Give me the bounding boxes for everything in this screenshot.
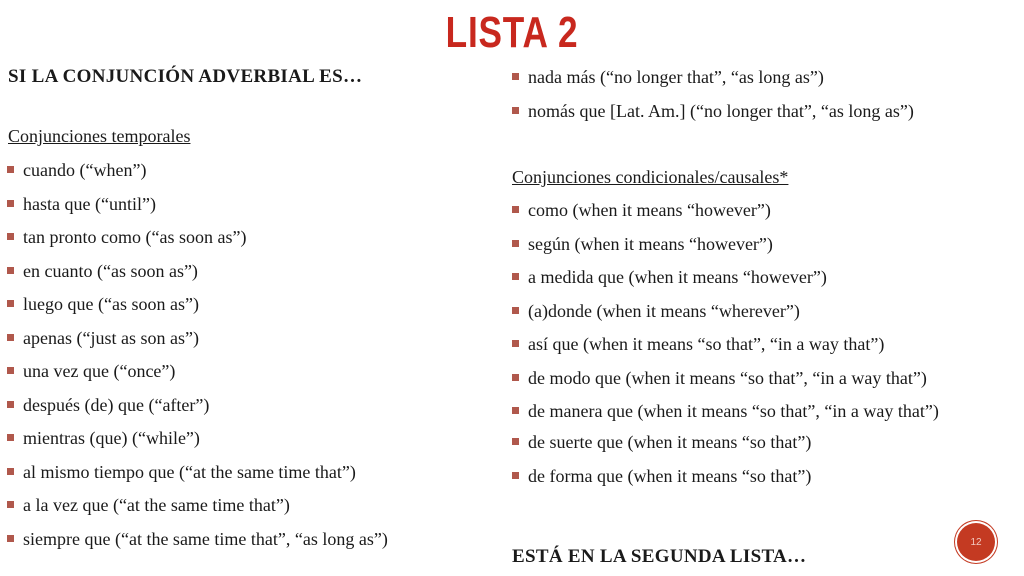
square-bullet-icon <box>7 334 14 341</box>
list-item <box>511 401 1016 421</box>
square-bullet-icon <box>7 233 14 240</box>
list-item-text: hasta que (“until”) <box>23 193 156 214</box>
square-bullet-icon <box>7 267 14 274</box>
square-bullet-icon <box>7 367 14 374</box>
list-item <box>6 529 486 549</box>
list-item <box>511 301 1016 321</box>
square-bullet-icon <box>512 472 519 479</box>
square-bullet-icon <box>7 166 14 173</box>
square-bullet-icon <box>7 200 14 207</box>
right-subheading: Conjunciones condicionales/causales* <box>512 167 789 187</box>
list-item <box>511 334 1016 354</box>
list-item <box>6 261 486 281</box>
list-item <box>6 194 486 214</box>
list-item-text: al mismo tiempo que (“at the same time that”) <box>23 461 356 482</box>
list-item <box>6 294 486 314</box>
list-item-text: de forma que (when it means “so that”) <box>528 465 812 486</box>
square-bullet-icon <box>512 107 519 114</box>
list-item <box>6 227 486 247</box>
list-item-text: después (de) que (“after”) <box>23 394 210 415</box>
list-item-text: en cuanto (“as soon as”) <box>23 260 198 281</box>
list-item-text: siempre que (“at the same time that”, “as long as”) <box>23 528 388 549</box>
square-bullet-icon <box>7 401 14 408</box>
list-item-text: como (when it means “however”) <box>528 200 771 220</box>
list-item <box>6 395 486 415</box>
square-bullet-icon <box>7 434 14 441</box>
square-bullet-icon <box>512 73 519 80</box>
list-item-text: de modo que (when it means “so that”, “in a way that”) <box>528 367 927 388</box>
square-bullet-icon <box>7 468 14 475</box>
square-bullet-icon <box>512 206 519 213</box>
temporal-conjunctions-list <box>6 160 486 562</box>
list-item-text: nomás que [Lat. Am.] (“no longer that”, “as long as”) <box>528 101 914 121</box>
list-item-text: de suerte que (when it means “so that”) <box>528 432 812 452</box>
list-item-text: cuando (“when”) <box>23 160 147 180</box>
section-heading: SI LA CONJUNCIÓN ADVERBIAL ES… <box>8 66 363 87</box>
list-item-text: según (when it means “however”) <box>528 233 773 254</box>
list-item-text: luego que (“as soon as”) <box>23 294 199 314</box>
square-bullet-icon <box>512 273 519 280</box>
square-bullet-icon <box>7 300 14 307</box>
square-bullet-icon <box>512 240 519 247</box>
list-item <box>511 200 1016 220</box>
list-item <box>511 267 1016 287</box>
list-item-text: apenas (“just as son as”) <box>23 327 199 348</box>
list-item <box>6 160 486 180</box>
list-item <box>6 495 486 515</box>
conditional-conjunctions-list <box>511 200 1016 499</box>
list-item <box>6 361 486 381</box>
list-item <box>6 428 486 448</box>
list-item-text: una vez que (“once”) <box>23 361 176 381</box>
list-item <box>511 466 1016 486</box>
continued-list <box>511 67 1016 135</box>
left-subheading: Conjunciones temporales <box>8 126 191 146</box>
list-item <box>511 432 1016 452</box>
list-item-text: a la vez que (“at the same time that”) <box>23 495 290 515</box>
square-bullet-icon <box>512 407 519 414</box>
square-bullet-icon <box>512 374 519 381</box>
list-item <box>6 328 486 348</box>
list-item-text: mientras (que) (“while”) <box>23 428 200 448</box>
square-bullet-icon <box>7 501 14 508</box>
list-item <box>511 101 1016 121</box>
footer-text: ESTÁ EN LA SEGUNDA LISTA… <box>512 546 807 567</box>
square-bullet-icon <box>7 535 14 542</box>
list-item-text: de manera que (when it means “so that”, “in a way that”) <box>528 401 939 421</box>
list-item <box>511 234 1016 254</box>
list-item-text: así que (when it means “so that”, “in a way that”) <box>528 334 885 354</box>
list-item <box>511 368 1016 388</box>
list-item-text: (a)donde (when it means “wherever”) <box>528 300 800 321</box>
list-item <box>6 462 486 482</box>
square-bullet-icon <box>512 438 519 445</box>
slide-title: LISTA 2 <box>445 8 579 57</box>
square-bullet-icon <box>512 340 519 347</box>
page-number-badge: 12 <box>957 523 995 561</box>
list-item-text: nada más (“no longer that”, “as long as”) <box>528 67 824 87</box>
list-item-text: tan pronto como (“as soon as”) <box>23 227 247 247</box>
list-item-text: a medida que (when it means “however”) <box>528 267 827 287</box>
square-bullet-icon <box>512 307 519 314</box>
list-item <box>511 67 1016 87</box>
